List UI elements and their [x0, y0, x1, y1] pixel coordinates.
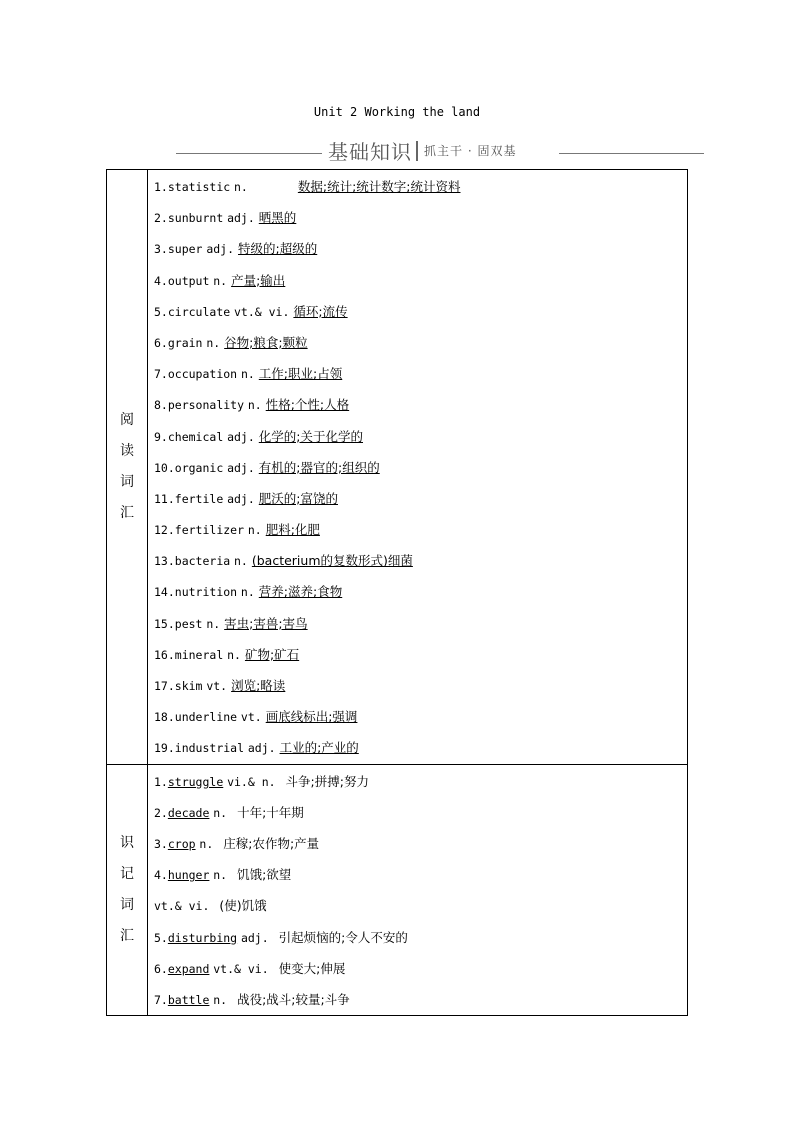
memory-vocab-list: [154, 765, 687, 1016]
item-answer: 肥沃的;富饶的: [258, 490, 338, 506]
page-title: Unit 2 Working the land: [313, 105, 481, 119]
banner-rule-left: [176, 153, 322, 154]
item-meaning: 使变大;伸展: [278, 960, 346, 976]
banner-main-title: 基础知识: [328, 140, 412, 164]
item-word: battle: [167, 992, 210, 1007]
item-pos: n.: [213, 992, 228, 1007]
list-item: [154, 483, 687, 514]
item-number: 5.: [154, 304, 168, 319]
item-word: skim: [174, 679, 203, 693]
list-item: [154, 233, 687, 264]
item-number: 11.: [154, 491, 175, 506]
item-pos: n.: [199, 836, 214, 851]
item-word: super: [167, 242, 203, 257]
item-number: 3.: [154, 242, 168, 257]
item-number: 10.: [154, 460, 175, 475]
item-meaning: 战役;战斗;较量;斗争: [237, 991, 350, 1007]
list-item: [154, 608, 687, 639]
item-answer: 数据;统计;统计数字;统计资料: [297, 179, 461, 194]
item-word: statistic: [167, 180, 231, 194]
list-item: [154, 639, 687, 670]
item-number: 7.: [154, 992, 168, 1007]
item-answer: (bacterium的复数形式)细菌: [251, 553, 413, 569]
item-word: mineral: [174, 647, 224, 662]
item-word: output: [167, 273, 210, 288]
item-word: sunburnt: [167, 211, 224, 226]
item-answer: 害虫;害兽;害鸟: [224, 615, 308, 631]
item-answer: 特级的;超级的: [238, 241, 318, 257]
item-answer: 工业的;产业的: [279, 740, 359, 756]
banner-separator: [416, 141, 418, 161]
item-number: 12.: [154, 523, 175, 538]
item-pos: adj.: [240, 930, 269, 945]
item-number: 1.: [154, 180, 168, 194]
item-word: bacteria: [174, 554, 231, 569]
reading-vocab-list-cell: [148, 170, 688, 765]
item-number: 7.: [154, 367, 168, 382]
item-pos: vi.& n.: [227, 774, 276, 789]
item-pos: n.: [240, 367, 255, 382]
item-pos: adj.: [227, 491, 255, 506]
item-pos: n.: [240, 585, 255, 600]
item-answer: 循环;流传: [293, 303, 348, 319]
item-pos: n.: [247, 523, 262, 538]
list-item: [154, 922, 687, 953]
vocabulary-table: [106, 169, 688, 1016]
item-number: 6.: [154, 335, 168, 350]
item-number: 14.: [154, 585, 175, 600]
item-pos: n.: [227, 647, 241, 662]
reading-vocab-label: 阅 读 词 汇: [107, 170, 148, 765]
item-word: expand: [167, 961, 210, 976]
item-number: 1.: [154, 774, 168, 789]
item-answer: 晒黑的: [258, 210, 297, 226]
item-answer: 有机的;器官的;组织的: [258, 459, 380, 475]
item-number: 8.: [154, 398, 168, 413]
list-item: [154, 327, 687, 358]
list-item: [154, 732, 687, 763]
item-word: hunger: [167, 868, 210, 883]
item-pos: adj.: [227, 460, 255, 475]
item-number: 15.: [154, 616, 175, 631]
item-pos: vt.: [206, 679, 228, 693]
item-word: crop: [167, 836, 196, 851]
item-answer: 化学的;关于化学的: [258, 428, 363, 444]
item-word: grain: [167, 335, 203, 350]
list-item: [154, 766, 687, 797]
item-word: fertile: [174, 491, 224, 506]
list-item: [154, 576, 687, 607]
item-word: decade: [167, 805, 210, 820]
item-word: chemical: [167, 429, 224, 444]
item-number: 3.: [154, 836, 168, 851]
item-answer: 性格;个性;人格: [265, 397, 350, 413]
item-answer: 谷物;粮食;颗粒: [224, 334, 308, 350]
item-number: 2.: [154, 211, 168, 226]
item-pos: n.: [206, 335, 221, 350]
list-item: [154, 890, 687, 921]
item-number: 17.: [154, 679, 175, 693]
item-pos: n.: [234, 180, 248, 194]
list-item: [154, 421, 687, 452]
item-pos: n.: [213, 805, 228, 820]
item-number: 5.: [154, 930, 168, 945]
item-pos: adj.: [227, 211, 255, 226]
item-word: occupation: [167, 367, 238, 382]
item-pos: adj.: [206, 242, 235, 257]
item-pos: vt.& vi.: [213, 961, 269, 976]
item-pos: vt.& vi.: [234, 304, 290, 319]
list-item: [154, 670, 687, 701]
item-word: disturbing: [167, 930, 238, 945]
list-item: [154, 859, 687, 890]
list-item: [154, 265, 687, 296]
item-meaning: (使)饥饿: [219, 898, 267, 914]
list-item: [154, 296, 687, 327]
item-answer: 营养;滋养;食物: [258, 584, 343, 600]
memory-vocab-label: 识 记 词 汇: [107, 764, 148, 1016]
memory-vocab-section: [107, 764, 688, 1016]
item-pos: n.: [213, 273, 228, 288]
item-answer: 矿物;矿石: [244, 646, 300, 662]
item-word: fertilizer: [174, 523, 245, 538]
item-number: 9.: [154, 429, 168, 444]
item-answer: 产量;输出: [231, 272, 286, 288]
list-item: [154, 984, 687, 1015]
list-item: [154, 797, 687, 828]
item-meaning: 庄稼;农作物;产量: [223, 835, 320, 851]
banner-subtitle: 抓主干 · 固双基: [424, 144, 517, 158]
banner-rule-right: [559, 153, 704, 154]
item-meaning: 饥饿;欲望: [237, 867, 292, 883]
item-number: 2.: [154, 805, 168, 820]
item-number: 4.: [154, 273, 168, 288]
item-answer: 工作;职业;占领: [258, 366, 343, 382]
item-word: underline: [174, 710, 238, 725]
list-item: [154, 389, 687, 420]
memory-vocab-list-cell: [148, 764, 688, 1016]
item-number: 19.: [154, 741, 175, 756]
list-item: [154, 358, 687, 389]
item-word: struggle: [167, 774, 224, 789]
item-pos: adj.: [247, 741, 276, 756]
item-meaning: 引起烦恼的;令人不安的: [278, 929, 408, 945]
list-item: [154, 953, 687, 984]
item-answer: 肥料;化肥: [265, 522, 320, 538]
item-pos: adj.: [227, 429, 255, 444]
item-pos: n.: [206, 616, 221, 631]
item-pos: vt.: [240, 710, 262, 725]
item-number: 6.: [154, 961, 168, 976]
item-meaning: 十年;十年期: [237, 804, 304, 820]
list-item: [154, 452, 687, 483]
list-item: [154, 545, 687, 576]
list-item: [154, 514, 687, 545]
item-word: personality: [167, 398, 245, 413]
item-answer: 画底线标出;强调: [265, 709, 358, 725]
item-answer: 浏览;略读: [231, 678, 286, 693]
list-item: [154, 828, 687, 859]
item-number: 16.: [154, 647, 175, 662]
item-word: organic: [174, 460, 224, 475]
reading-vocab-list: [154, 170, 687, 764]
item-word: circulate: [167, 304, 231, 319]
list-item: [154, 202, 687, 233]
item-number: 18.: [154, 710, 175, 725]
item-pos: n.: [234, 554, 248, 569]
banner-text: [328, 136, 516, 164]
list-item: [154, 701, 687, 732]
item-pos: vt.& vi.: [154, 899, 210, 914]
item-meaning: 斗争;拼搏;努力: [285, 773, 369, 789]
item-number: 13.: [154, 554, 175, 569]
reading-vocab-section: [107, 170, 688, 765]
item-pos: n.: [213, 868, 228, 883]
section-banner: [176, 136, 704, 164]
item-pos: n.: [247, 398, 262, 413]
list-item: [154, 171, 687, 202]
item-word: nutrition: [174, 585, 238, 600]
item-word: industrial: [174, 741, 245, 756]
item-number: 4.: [154, 868, 168, 883]
item-word: pest: [174, 616, 203, 631]
